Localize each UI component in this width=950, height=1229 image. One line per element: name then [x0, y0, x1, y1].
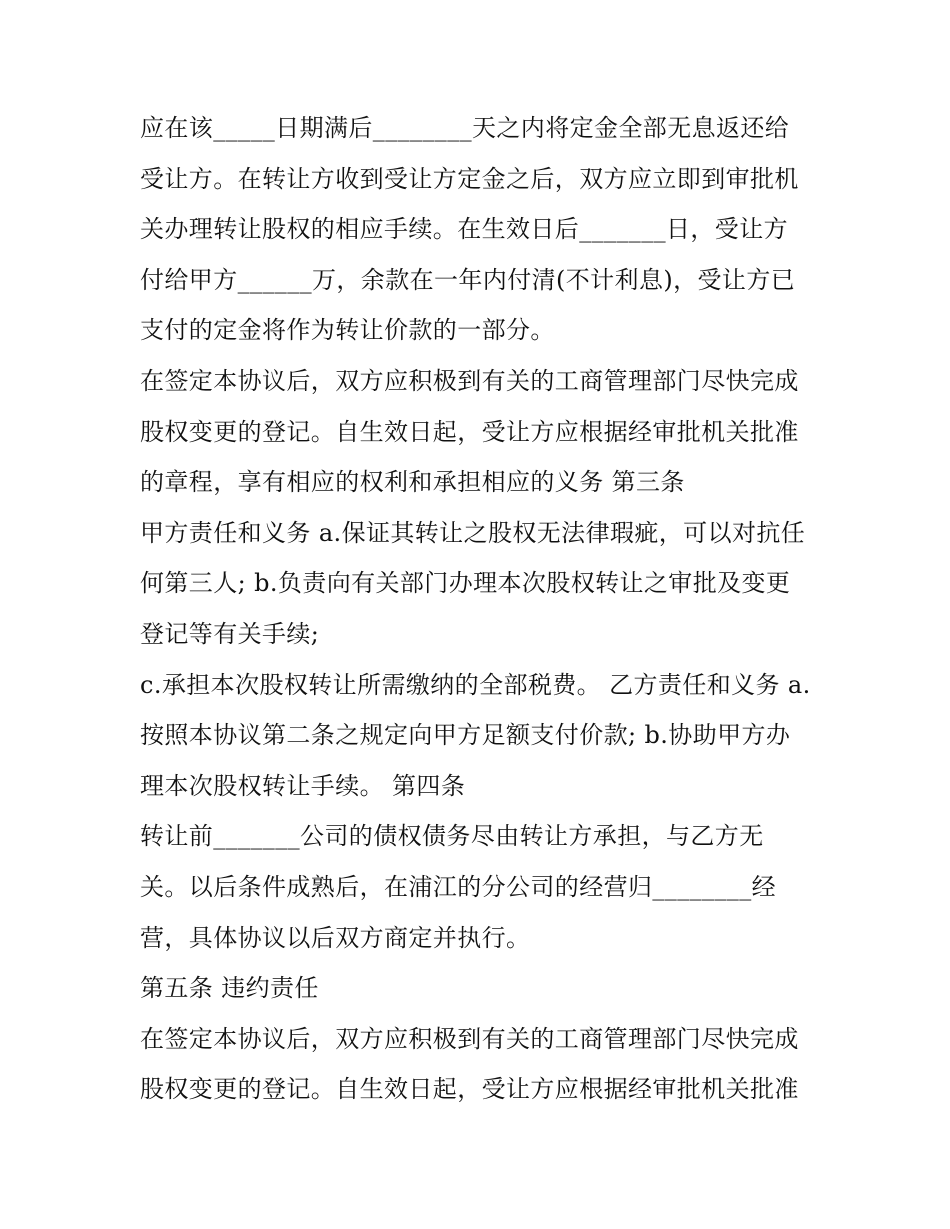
text-line-2: 受让方。在转让方收到受让方定金之后，双方应立即到审批机 — [140, 164, 799, 193]
text-line-8: 的章程，享有相应的权利和承担相应的义务 第三条 — [140, 468, 685, 497]
text-line-4: 付给甲方______万，余款在一年内付清(不计利息)，受让方已 — [140, 265, 796, 294]
text-line-12: c.承担本次股权转让所需缴纳的全部税费。 乙方责任和义务 a. — [140, 670, 811, 699]
text-line-5: 支付的定金将作为转让价款的一部分。 — [140, 316, 555, 345]
text-line-6: 在签定本协议后，双方应积极到有关的工商管理部门尽快完成 — [140, 366, 799, 395]
text-line-10: 何第三人; b.负责向有关部门办理本次股权转让之审批及变更 — [140, 569, 791, 598]
text-line-15: 转让前_______公司的债权债务尽由转让方承担，与乙方无 — [140, 822, 764, 851]
text-line-13: 按照本协议第二条之规定向甲方足额支付价款; b.协助甲方办 — [140, 721, 791, 750]
text-line-20: 股权变更的登记。自生效日起，受让方应根据经审批机关批准 — [140, 1075, 799, 1104]
text-line-3: 关办理转让股权的相应手续。在生效日后_______日，受让方 — [140, 215, 788, 244]
text-line-9: 甲方责任和义务 a.保证其转让之股权无法律瑕疵，可以对抗任 — [140, 518, 806, 547]
text-line-14: 理本次股权转让手续。 第四条 — [140, 771, 466, 800]
text-line-1: 应在该_____日期满后________天之内将定金全部无息返还给 — [140, 114, 790, 142]
text-line-7: 股权变更的登记。自生效日起，受让方应根据经审批机关批准 — [140, 417, 799, 446]
text-line-16: 关。以后条件成熟后，在浦江的分公司的经营归________经 — [140, 872, 776, 901]
document-page — [140, 103, 830, 1115]
text-line-18: 第五条 违约责任 — [140, 974, 319, 1003]
text-line-11: 登记等有关手续; — [140, 619, 320, 648]
text-line-17: 营，具体协议以后双方商定并执行。 — [140, 923, 531, 952]
text-line-19: 在签定本协议后，双方应积极到有关的工商管理部门尽快完成 — [140, 1024, 799, 1053]
